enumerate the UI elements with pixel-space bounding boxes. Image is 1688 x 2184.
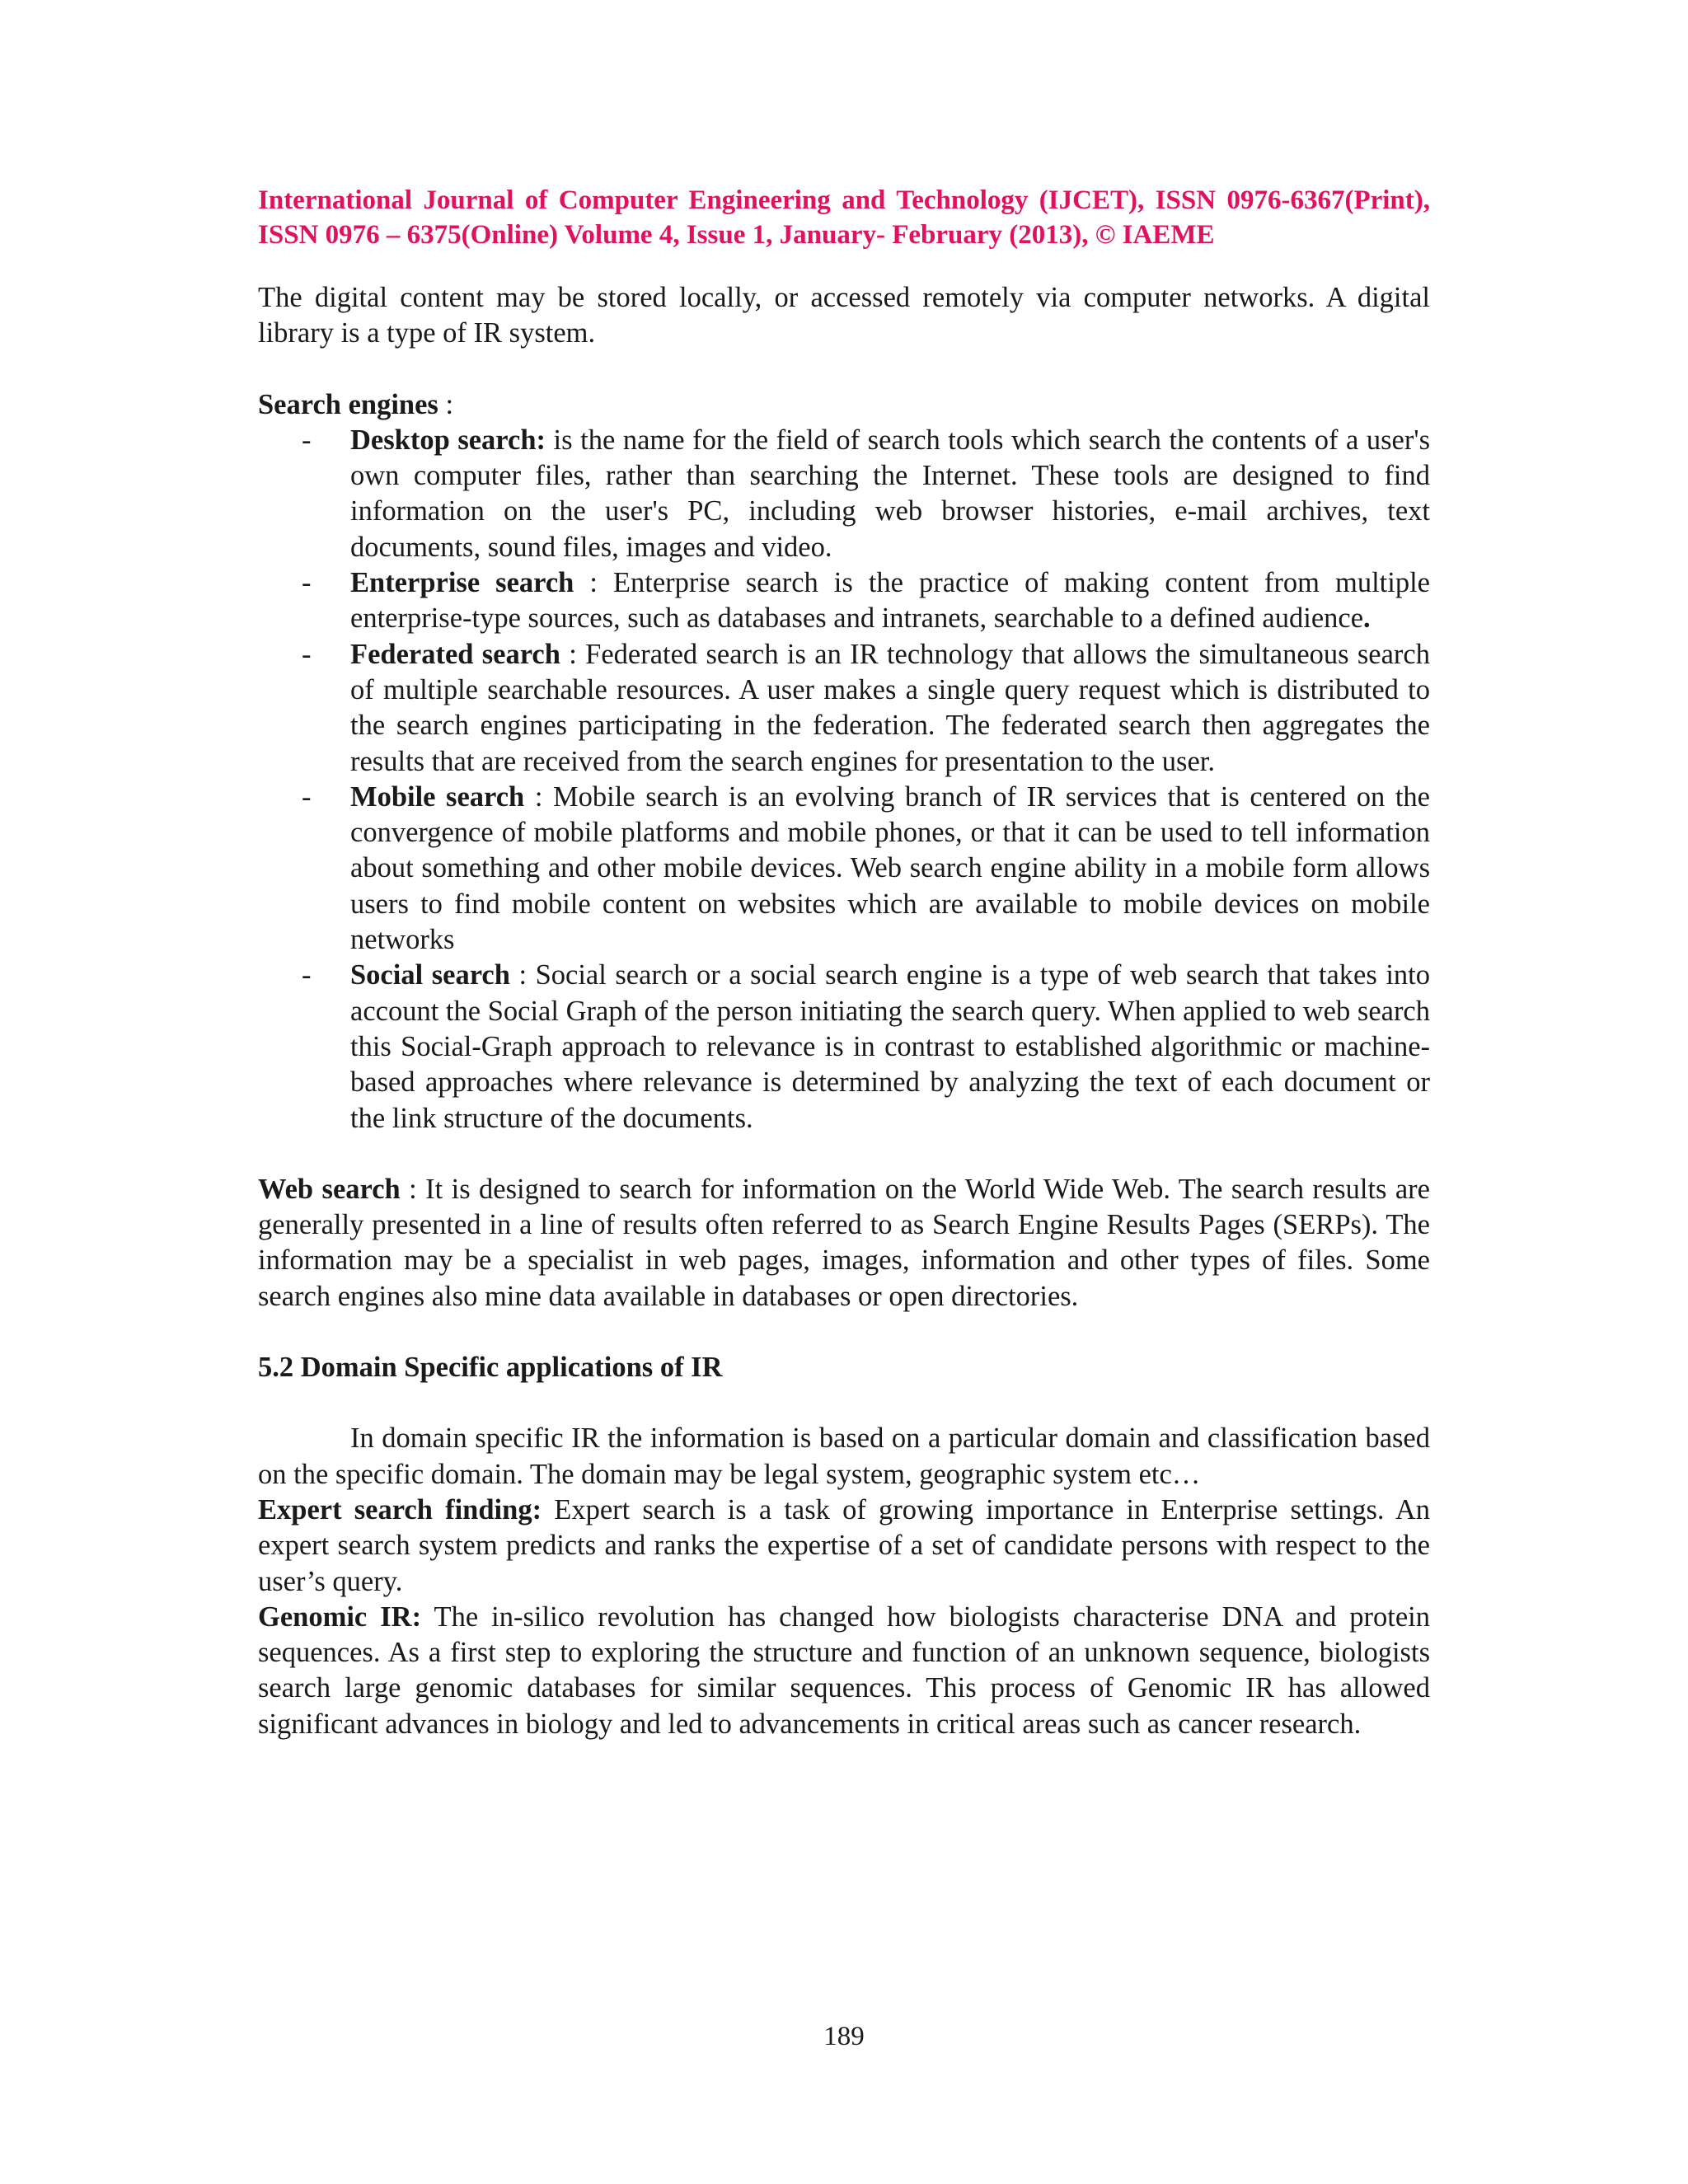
term-social-search: Social search [350, 959, 510, 991]
desc-enterprise-search-period: . [1363, 602, 1371, 635]
list-item-mobile-search [258, 780, 1430, 958]
search-engines-heading [258, 387, 1430, 423]
bullet-dash: - [302, 638, 312, 670]
desc-enterprise-search: : Enterprise search is the practice of making content from multiple enterprise-type sources, such as databases and intranets, searchable to a defined audience [350, 567, 1430, 635]
term-web-search: Web search [258, 1173, 401, 1205]
intro-paragraph: The digital content may be stored locally, or accessed remotely via computer networks. A digital library is a type of IR system. [258, 282, 1430, 349]
desc-genomic-ir: The in-silico revolution has changed how biologists characterise DNA and protein sequences. As a first step to exploring the structure and function of an unknown sequence, biologists search large genomic databases for similar sequences. This process of Genomic IR has allowed significant advances in biology and led to advancements in critical areas such as cancer research. [258, 1601, 1430, 1740]
desc-desktop-search: is the name for the field of search tools which search the contents of a user's own computer files, rather than searching the Internet. These tools are designed to find information on the user's PC, including web browser histories, e-mail archives, text documents, sound files, images and video. [350, 424, 1430, 563]
search-engines-list [258, 423, 1430, 1137]
desc-web-search: : It is designed to search for information on the World Wide Web. The search results are generally presented in a line of results often referred to as Search Engine Results Pages (SERPs). The information may be a specialist in web pages, images, information and other types of files. Some search engines also mine data available in databases or open directories. [258, 1173, 1430, 1312]
bullet-dash: - [302, 567, 312, 599]
search-engines-heading-suffix: : [438, 388, 454, 420]
term-expert-search: Expert search finding: [258, 1493, 542, 1526]
section-heading-5-2: 5.2 Domain Specific applications of IR [258, 1352, 723, 1384]
term-enterprise-search: Enterprise search [350, 567, 574, 599]
expert-search-paragraph [258, 1493, 1430, 1600]
term-mobile-search: Mobile search [350, 780, 525, 813]
desc-social-search: : Social search or a social search engine is a type of web search that takes into account the Social Graph of the person initiating the search query. When applied to web search this Social-Graph approach to relevance is in contrast to established algorithmic or machine-based approaches where relevance is determined by analyzing the text of each document or the link structure of the documents. [350, 959, 1430, 1134]
term-genomic-ir: Genomic IR: [258, 1601, 422, 1633]
list-item-social-search [258, 958, 1430, 1136]
desc-federated-search: : Federated search is an IR technology that allows the simultaneous search of multiple searchable resources. A user makes a single query request which is distributed to the search engines participating in the federation. The federated search then aggregates the results that are received from the search engines for presentation to the user. [350, 638, 1430, 777]
bullet-dash: - [302, 959, 312, 991]
web-search-paragraph [258, 1172, 1430, 1315]
bullet-dash: - [302, 780, 312, 813]
genomic-ir-paragraph [258, 1600, 1430, 1742]
desc-mobile-search: : Mobile search is an evolving branch of IR services that is centered on the convergence of mobile platforms and mobile phones, or that it can be used to tell information about something and other mobile devices. Web search engine ability in a mobile form allows users to find mobile content on websites which are available to mobile devices on mobile networks [350, 780, 1430, 956]
journal-header: International Journal of Computer Engineering and Technology (IJCET), ISSN 0976-6367(Print), ISSN 0976 – 6375(Online) Volume 4, Issue 1, January- February (2013), © IAEME [258, 185, 1430, 250]
search-engines-heading-text: Search engines [258, 388, 438, 420]
page-body [258, 280, 1430, 1742]
bullet-dash: - [302, 424, 312, 456]
list-item-enterprise-search [258, 565, 1430, 637]
domain-specific-intro: In domain specific IR the information is based on a particular domain and classification based on the specific domain. The domain may be legal system, geographic system etc… [258, 1422, 1430, 1490]
term-federated-search: Federated search [350, 638, 560, 670]
list-item-federated-search [258, 637, 1430, 780]
term-desktop-search: Desktop search: [350, 424, 546, 456]
list-item-desktop-search [258, 423, 1430, 565]
desc-expert-search: Expert search is a task of growing importance in Enterprise settings. An expert search system predicts and ranks the expertise of a set of candidate persons with respect to the user’s query. [258, 1493, 1430, 1597]
page-number: 189 [823, 2022, 865, 2051]
